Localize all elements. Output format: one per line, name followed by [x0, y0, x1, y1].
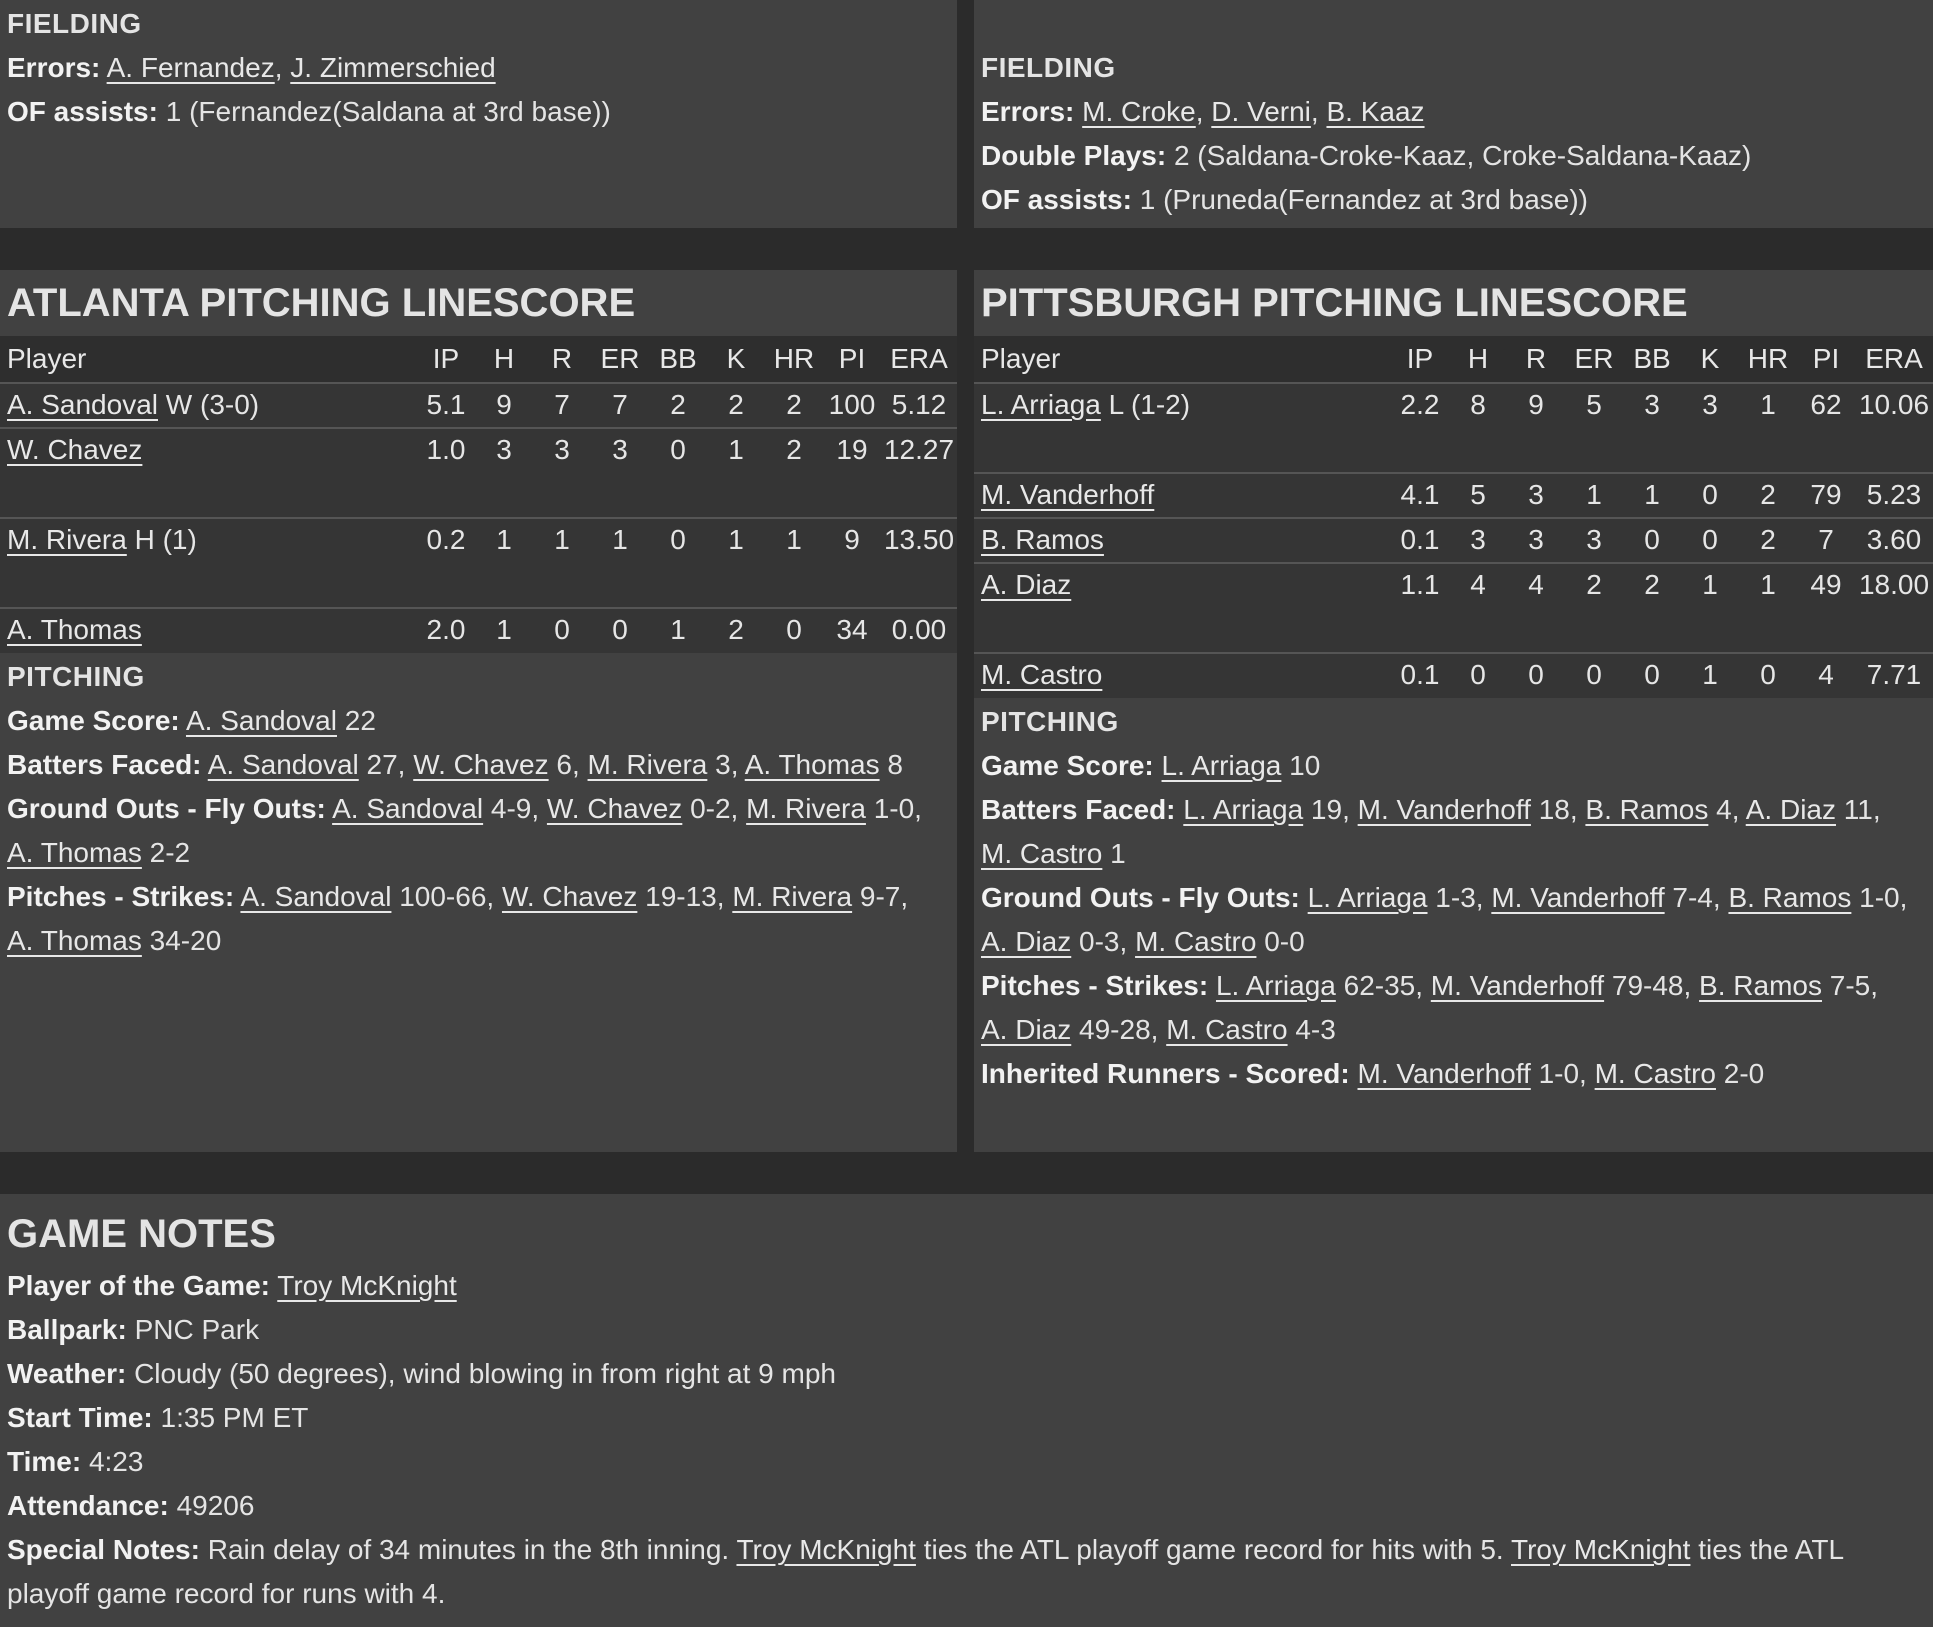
stat-ip: 2.0 — [417, 608, 475, 653]
stat-era: 5.23 — [1855, 473, 1933, 518]
atl-pitching-panel — [0, 270, 957, 1152]
col-header-ip[interactable]: IP — [417, 336, 475, 383]
atl-batters-faced-line — [7, 743, 950, 787]
player-link[interactable]: B. Kaaz — [1326, 96, 1425, 127]
table-row — [974, 518, 1933, 563]
atl-errors-line: Errors: A. Fernandez, J. Zimmerschied — [7, 52, 496, 83]
stat-value: 0-0 — [1256, 926, 1305, 957]
stat-bb: 2 — [649, 383, 707, 428]
stat-era: 5.12 — [881, 383, 957, 428]
stat-bb: 0 — [649, 428, 707, 518]
stat-value: 11, — [1835, 794, 1881, 825]
player-cell — [0, 383, 417, 428]
player-link[interactable]: Troy McKnight — [277, 1270, 457, 1301]
stat-h: 5 — [1449, 473, 1507, 518]
stat-h: 1 — [475, 608, 533, 653]
stat-pi: 34 — [823, 608, 881, 653]
decision-note: W (3-0) — [165, 389, 260, 420]
player-link[interactable]: M. Castro — [1594, 1058, 1716, 1089]
pit-inherited-runners-line — [981, 1052, 1926, 1096]
pitches-strikes-label: Pitches - Strikes: — [7, 881, 235, 912]
player-link[interactable]: L. Arriaga — [1215, 970, 1336, 1001]
stat-r: 0 — [533, 608, 591, 653]
game-score-label: Game Score: — [981, 750, 1154, 781]
stat-r: 3 — [1507, 518, 1565, 563]
special-notes-text: Rain delay of 34 minutes in the 8th inning. — [207, 1534, 730, 1565]
atl-pitches-strikes-line — [7, 875, 950, 963]
start-time-value: 1:35 PM ET — [160, 1402, 309, 1433]
player-link[interactable]: M. Castro — [981, 659, 1103, 690]
special-notes-text: ties the ATL playoff game record for runs with 4. — [7, 1534, 1843, 1609]
stat-h: 9 — [475, 383, 533, 428]
atl-of-assists-value: 1 (Fernandez(Saldana at 3rd base)) — [165, 96, 611, 127]
stat-era: 7.71 — [1855, 653, 1933, 698]
player-link[interactable]: L. Arriaga — [1161, 750, 1282, 781]
stat-bb: 1 — [649, 608, 707, 653]
stat-ip: 4.1 — [1391, 473, 1449, 518]
stat-value: 34-20 — [141, 925, 222, 956]
player-link[interactable]: Troy McKnight — [1511, 1534, 1691, 1565]
stat-ip: 1.1 — [1391, 563, 1449, 653]
col-header-bb[interactable]: BB — [1623, 336, 1681, 383]
player-link[interactable]: B. Ramos — [1585, 794, 1709, 825]
player-link[interactable]: A. Sandoval — [7, 389, 158, 420]
player-link[interactable]: M. Castro — [1166, 1014, 1288, 1045]
player-link[interactable]: M. Rivera — [7, 524, 127, 555]
stat-er: 2 — [1565, 563, 1623, 653]
stat-k: 1 — [707, 518, 765, 608]
stat-value: 10 — [1281, 750, 1321, 781]
atl-fielding-title: FIELDING — [7, 8, 142, 39]
player-link[interactable]: A. Sandoval — [207, 749, 359, 780]
stat-pi: 49 — [1797, 563, 1855, 653]
stat-value: 2-0 — [1715, 1058, 1765, 1089]
potg-label: Player of the Game: — [7, 1270, 270, 1301]
start-time-line — [7, 1396, 1926, 1440]
stat-era: 12.27 — [881, 428, 957, 518]
stat-value: 27, — [358, 749, 414, 780]
stat-h: 8 — [1449, 383, 1507, 473]
stat-hr: 1 — [765, 518, 823, 608]
player-link[interactable]: M. Vanderhoff — [981, 479, 1155, 510]
player-link[interactable]: A. Thomas — [7, 925, 142, 956]
inherited-runners-label: Inherited Runners - Scored: — [981, 1058, 1350, 1089]
stat-value: 79-48, — [1604, 970, 1700, 1001]
player-link[interactable]: D. Verni — [1211, 96, 1311, 127]
col-header-bb[interactable]: BB — [649, 336, 707, 383]
stat-bb: 0 — [1623, 653, 1681, 698]
stat-k: 2 — [707, 608, 765, 653]
stat-bb: 1 — [1623, 473, 1681, 518]
special-notes-label: Special Notes: — [7, 1534, 200, 1565]
stat-er: 1 — [1565, 473, 1623, 518]
col-header-h[interactable]: H — [1449, 336, 1507, 383]
stat-h: 3 — [475, 428, 533, 518]
stat-k: 0 — [1681, 473, 1739, 518]
player-link[interactable]: M. Rivera — [746, 793, 866, 824]
ballpark-value: PNC Park — [134, 1314, 260, 1345]
table-row — [0, 428, 957, 518]
stat-r: 4 — [1507, 563, 1565, 653]
stat-h: 0 — [1449, 653, 1507, 698]
atl-fielding-panel — [0, 0, 957, 228]
game-notes-title: GAME NOTES — [7, 1212, 276, 1256]
stat-ip: 1.0 — [417, 428, 475, 518]
stat-h: 4 — [1449, 563, 1507, 653]
player-link[interactable]: M. Croke — [1082, 96, 1196, 127]
player-link[interactable]: M. Castro — [1135, 926, 1257, 957]
col-header-k[interactable]: K — [1681, 336, 1739, 383]
player-cell — [974, 473, 1391, 518]
stat-bb: 3 — [1623, 383, 1681, 473]
stat-value: 22 — [336, 705, 376, 736]
atl-pitching-title: ATLANTA PITCHING LINESCORE — [7, 281, 636, 325]
col-header-r[interactable]: R — [1507, 336, 1565, 383]
player-link[interactable]: A. Diaz — [981, 569, 1072, 600]
stat-value: 19-13, — [637, 881, 733, 912]
stat-er: 3 — [1565, 518, 1623, 563]
stat-hr: 2 — [1739, 518, 1797, 563]
stat-bb: 0 — [649, 518, 707, 608]
pit-fielding-title: FIELDING — [981, 52, 1116, 83]
stat-value: 1 — [1102, 838, 1126, 869]
col-header-era[interactable]: ERA — [1855, 336, 1933, 383]
stat-k: 1 — [1681, 563, 1739, 653]
stat-hr: 1 — [1739, 383, 1797, 473]
stat-k: 3 — [1681, 383, 1739, 473]
stat-er: 7 — [591, 383, 649, 428]
pit-fielding-panel — [974, 0, 1933, 228]
atl-pitching-notes-title: PITCHING — [7, 661, 145, 692]
stat-value: 6, — [548, 749, 588, 780]
player-link[interactable]: L. Arriaga — [1183, 794, 1304, 825]
col-header-er[interactable]: ER — [1565, 336, 1623, 383]
player-link[interactable]: A. Diaz — [981, 926, 1072, 957]
ballpark-line — [7, 1308, 1926, 1352]
stat-era: 0.00 — [881, 608, 957, 653]
table-row — [974, 383, 1933, 473]
stat-h: 3 — [1449, 518, 1507, 563]
player-link[interactable]: M. Vanderhoff — [1430, 970, 1605, 1001]
stat-pi: 100 — [823, 383, 881, 428]
player-link[interactable]: A. Fernandez — [106, 52, 275, 83]
player-link[interactable]: A. Thomas — [7, 837, 142, 868]
pit-errors-label: Errors: — [981, 96, 1075, 127]
atl-of-assists-label: OF assists: — [7, 96, 158, 127]
player-cell — [974, 383, 1391, 473]
stat-k: 0 — [1681, 518, 1739, 563]
batters-faced-label: Batters Faced: — [7, 749, 202, 780]
pit-of-assists-line — [981, 178, 1933, 222]
table-row — [0, 518, 957, 608]
stat-value: 3, — [707, 749, 745, 780]
stat-value: 1-3, — [1427, 882, 1492, 913]
pit-gofo-line — [981, 876, 1926, 964]
pitches-strikes-label: Pitches - Strikes: — [981, 970, 1209, 1001]
player-cell — [974, 563, 1391, 653]
weather-line — [7, 1352, 1926, 1396]
stat-pi: 7 — [1797, 518, 1855, 563]
time-label: Time: — [7, 1446, 82, 1477]
stat-pi: 62 — [1797, 383, 1855, 473]
stat-pi: 4 — [1797, 653, 1855, 698]
stat-pi: 9 — [823, 518, 881, 608]
stat-pi: 19 — [823, 428, 881, 518]
table-row — [0, 608, 957, 653]
attendance-label: Attendance: — [7, 1490, 169, 1521]
stat-k: 1 — [707, 428, 765, 518]
col-header-k[interactable]: K — [707, 336, 765, 383]
stat-r: 1 — [533, 518, 591, 608]
table-row — [974, 473, 1933, 518]
table-header-row — [974, 336, 1933, 383]
stat-value: 1-0, — [865, 793, 922, 824]
pit-dp-value: 2 (Saldana-Croke-Kaaz, Croke-Saldana-Kaaz) — [1173, 140, 1752, 171]
time-value: 4:23 — [88, 1446, 144, 1477]
player-link[interactable]: A. Thomas — [7, 614, 142, 645]
gofo-label: Ground Outs - Fly Outs: — [981, 882, 1300, 913]
stat-value: 2-2 — [141, 837, 191, 868]
special-notes-line — [7, 1528, 1926, 1616]
player-link[interactable]: L. Arriaga — [1307, 882, 1428, 913]
stat-value: 9-7, — [852, 881, 909, 912]
stat-hr: 2 — [1739, 473, 1797, 518]
stat-r: 3 — [1507, 473, 1565, 518]
stat-hr: 1 — [1739, 563, 1797, 653]
player-cell — [0, 608, 417, 653]
start-time-label: Start Time: — [7, 1402, 153, 1433]
stat-er: 0 — [591, 608, 649, 653]
col-header-player[interactable]: Player — [0, 336, 417, 383]
stat-ip: 5.1 — [417, 383, 475, 428]
stat-ip: 0.2 — [417, 518, 475, 608]
player-link[interactable]: M. Vanderhoff — [1357, 1058, 1531, 1089]
stat-value: 4-3 — [1287, 1014, 1336, 1045]
stat-value: 1-0, — [1530, 1058, 1595, 1089]
stat-k: 2 — [707, 383, 765, 428]
stat-era: 3.60 — [1855, 518, 1933, 563]
stat-r: 0 — [1507, 653, 1565, 698]
col-header-ip[interactable]: IP — [1391, 336, 1449, 383]
player-link[interactable]: W. Chavez — [413, 749, 549, 780]
atl-gofo-line — [7, 787, 950, 875]
player-link[interactable]: B. Ramos — [981, 524, 1104, 555]
player-cell — [974, 518, 1391, 563]
pit-game-score-line — [981, 744, 1926, 788]
stat-value: 4-9, — [483, 793, 547, 824]
stat-k: 1 — [1681, 653, 1739, 698]
stat-r: 9 — [1507, 383, 1565, 473]
player-link[interactable]: A. Sandoval — [240, 881, 392, 912]
player-link[interactable]: B. Ramos — [1699, 970, 1822, 1001]
col-header-pi[interactable]: PI — [1797, 336, 1855, 383]
table-row — [0, 383, 957, 428]
col-header-hr[interactable]: HR — [765, 336, 823, 383]
stat-bb: 0 — [1623, 518, 1681, 563]
player-link[interactable]: A. Thomas — [744, 749, 880, 780]
stat-hr: 0 — [765, 608, 823, 653]
atl-errors-label: Errors: — [7, 52, 101, 83]
player-cell — [974, 653, 1391, 698]
stat-value: 7-5, — [1821, 970, 1879, 1001]
stat-pi: 79 — [1797, 473, 1855, 518]
col-header-hr[interactable]: HR — [1739, 336, 1797, 383]
player-link[interactable]: B. Ramos — [1728, 882, 1852, 913]
player-link[interactable]: M. Vanderhoff — [1357, 794, 1531, 825]
stat-er: 5 — [1565, 383, 1623, 473]
col-header-er[interactable]: ER — [591, 336, 649, 383]
stat-value: 1-0, — [1851, 882, 1908, 913]
table-header-row — [0, 336, 957, 383]
col-header-era[interactable]: ERA — [881, 336, 957, 383]
player-cell — [0, 428, 417, 518]
game-notes-panel — [0, 1194, 1933, 1627]
pit-batters-faced-line — [981, 788, 1926, 876]
stat-r: 3 — [533, 428, 591, 518]
stat-value: 49-28, — [1071, 1014, 1167, 1045]
table-row — [974, 563, 1933, 653]
stat-r: 7 — [533, 383, 591, 428]
stat-value: 0-2, — [682, 793, 747, 824]
pit-pitching-title: PITTSBURGH PITCHING LINESCORE — [981, 281, 1688, 325]
player-cell — [0, 518, 417, 608]
weather-label: Weather: — [7, 1358, 127, 1389]
weather-value: Cloudy (50 degrees), wind blowing in from right at 9 mph — [134, 1358, 836, 1389]
col-header-player[interactable]: Player — [974, 336, 1391, 383]
stat-ip: 0.1 — [1391, 518, 1449, 563]
player-link[interactable]: J. Zimmerschied — [290, 52, 496, 83]
stat-era: 13.50 — [881, 518, 957, 608]
gofo-label: Ground Outs - Fly Outs: — [7, 793, 326, 824]
player-link[interactable]: W. Chavez — [7, 434, 143, 465]
atl-of-assists-line — [7, 90, 957, 134]
time-line — [7, 1440, 1926, 1484]
pit-pitching-table — [974, 336, 1933, 698]
pit-pitching-panel — [974, 270, 1933, 1152]
attendance-line — [7, 1484, 1926, 1528]
stat-ip: 2.2 — [1391, 383, 1449, 473]
stat-value: 0-3, — [1071, 926, 1136, 957]
pit-of-assists-value: 1 (Pruneda(Fernandez at 3rd base)) — [1139, 184, 1588, 215]
player-of-game-line — [7, 1264, 1926, 1308]
stat-h: 1 — [475, 518, 533, 608]
player-link[interactable]: A. Diaz — [1745, 794, 1836, 825]
stat-hr: 2 — [765, 428, 823, 518]
atl-game-score-line — [7, 699, 950, 743]
pit-errors-line: Errors: M. Croke, D. Verni, B. Kaaz — [981, 96, 1425, 127]
stat-hr: 0 — [1739, 653, 1797, 698]
pit-of-assists-label: OF assists: — [981, 184, 1132, 215]
stat-hr: 2 — [765, 383, 823, 428]
col-header-r[interactable]: R — [533, 336, 591, 383]
player-link[interactable]: Troy McKnight — [736, 1534, 916, 1565]
pit-double-plays-line — [981, 134, 1933, 178]
atl-pitching-table — [0, 336, 957, 653]
stat-value: 18, — [1530, 794, 1586, 825]
game-score-label: Game Score: — [7, 705, 180, 736]
stat-er: 0 — [1565, 653, 1623, 698]
player-link[interactable]: W. Chavez — [546, 793, 683, 824]
stat-value: 8 — [879, 749, 903, 780]
special-notes-text: ties the ATL playoff game record for hits with 5. — [923, 1534, 1504, 1565]
pit-pitching-notes-title: PITCHING — [981, 706, 1119, 737]
stat-bb: 2 — [1623, 563, 1681, 653]
stat-er: 1 — [591, 518, 649, 608]
player-link[interactable]: M. Vanderhoff — [1491, 882, 1665, 913]
player-link[interactable]: M. Castro — [981, 838, 1103, 869]
stat-era: 10.06 — [1855, 383, 1933, 473]
player-link[interactable]: M. Rivera — [587, 749, 708, 780]
stat-value: 7-4, — [1664, 882, 1729, 913]
player-link[interactable]: W. Chavez — [501, 881, 638, 912]
stat-ip: 0.1 — [1391, 653, 1449, 698]
decision-note: H (1) — [134, 524, 197, 555]
pit-pitches-strikes-line — [981, 964, 1926, 1052]
stat-value: 19, — [1303, 794, 1358, 825]
stat-era: 18.00 — [1855, 563, 1933, 653]
table-row — [974, 653, 1933, 698]
stat-value: 4, — [1708, 794, 1746, 825]
attendance-value: 49206 — [176, 1490, 255, 1521]
col-header-h[interactable]: H — [475, 336, 533, 383]
ballpark-label: Ballpark: — [7, 1314, 127, 1345]
player-link[interactable]: L. Arriaga — [981, 389, 1101, 420]
player-link[interactable]: M. Rivera — [732, 881, 853, 912]
player-link[interactable]: A. Diaz — [981, 1014, 1072, 1045]
pit-dp-label: Double Plays: — [981, 140, 1167, 171]
stat-value: 62-35, — [1335, 970, 1431, 1001]
stat-er: 3 — [591, 428, 649, 518]
decision-note: L (1-2) — [1108, 389, 1191, 420]
batters-faced-label: Batters Faced: — [981, 794, 1176, 825]
col-header-pi[interactable]: PI — [823, 336, 881, 383]
player-link[interactable]: A. Sandoval — [185, 705, 337, 736]
stat-value: 100-66, — [391, 881, 502, 912]
player-link[interactable]: A. Sandoval — [332, 793, 484, 824]
